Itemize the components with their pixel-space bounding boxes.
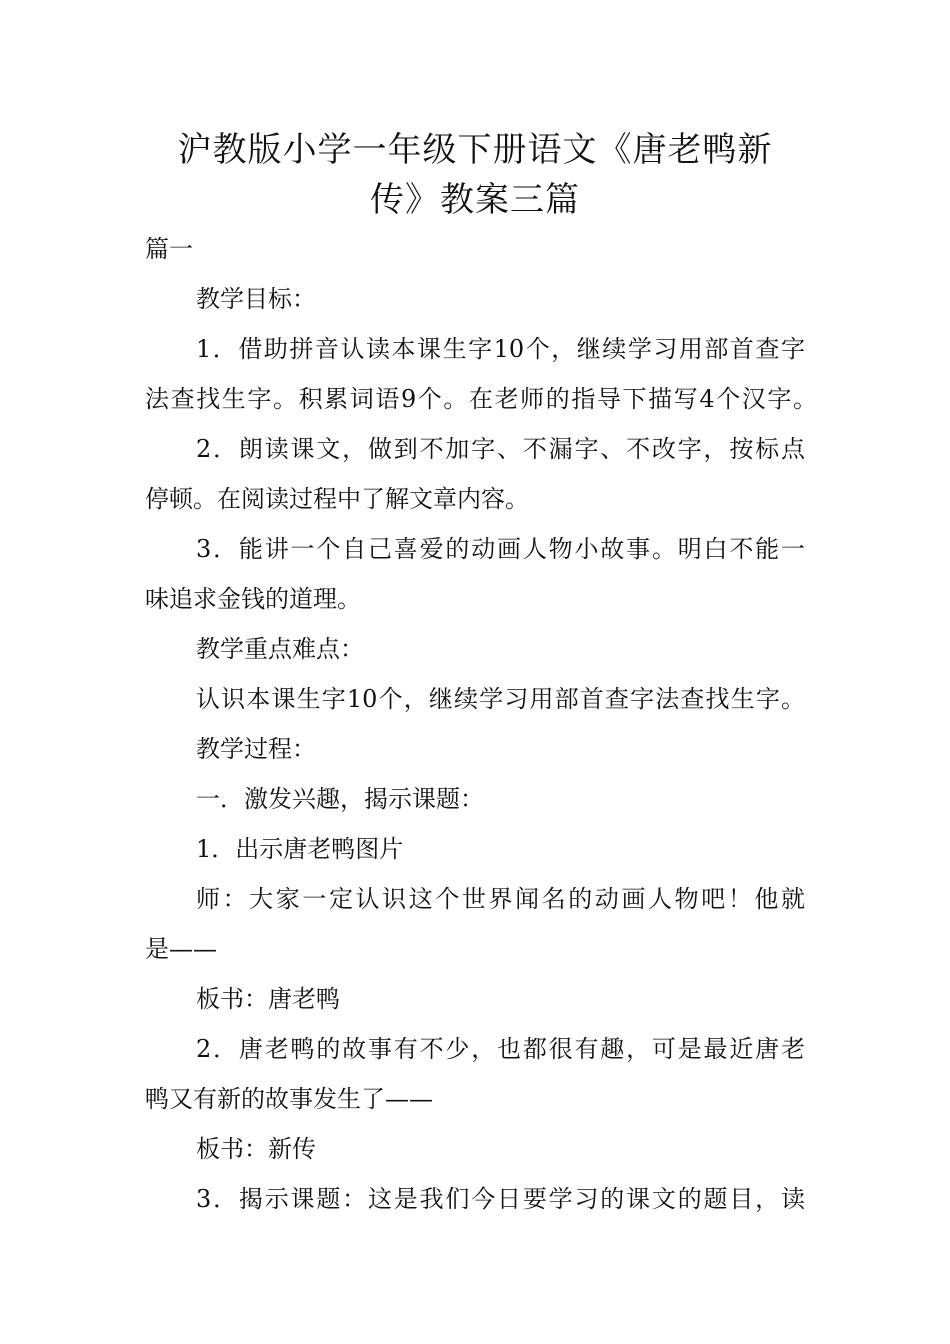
- goal-1-line-2: 法查找生字。积累词语9个。在老师的指导下描写4个汉字。: [145, 385, 817, 413]
- key-points-text: 认识本课生字10个，继续学习用部首查字法查找生字。: [196, 685, 805, 713]
- goal-1-line-1: 1．借助拼音认读本课生字10个，继续学习用部首查字: [196, 335, 805, 363]
- process-step-1-heading: 一．激发兴趣，揭示课题：: [196, 785, 484, 813]
- goal-2-line-1: 2．朗读课文，做到不加字、不漏字、不改字，按标点: [196, 435, 805, 463]
- teacher-line-2: 是——: [145, 935, 217, 963]
- process-item-1: 1．出示唐老鸭图片: [196, 835, 404, 863]
- board-writing-2: 板书：新传: [196, 1135, 316, 1163]
- heading-key-points: 教学重点难点：: [196, 635, 364, 663]
- goal-2-line-2: 停顿。在阅读过程中了解文章内容。: [145, 485, 529, 513]
- heading-teaching-goals: 教学目标：: [196, 285, 316, 313]
- process-item-3-line-1: 3．揭示课题：这是我们今日要学习的课文的题目，读: [196, 1185, 805, 1213]
- process-item-2-line-2: 鸭又有新的故事发生了——: [145, 1085, 433, 1113]
- document-title-line-2: 传》教案三篇: [370, 180, 580, 220]
- goal-3-line-2: 味追求金钱的道理。: [145, 585, 361, 613]
- process-item-2-line-1: 2．唐老鸭的故事有不少，也都很有趣，可是最近唐老: [196, 1035, 805, 1063]
- section-label: 篇一: [145, 235, 193, 263]
- heading-teaching-process: 教学过程：: [196, 735, 316, 763]
- document-title-line-1: 沪教版小学一年级下册语文《唐老鸭新: [177, 130, 773, 170]
- teacher-line-1: 师：大家一定认识这个世界闻名的动画人物吧！他就: [196, 885, 805, 913]
- board-writing-1: 板书：唐老鸭: [196, 985, 340, 1013]
- goal-3-line-1: 3．能讲一个自己喜爱的动画人物小故事。明白不能一: [196, 535, 805, 563]
